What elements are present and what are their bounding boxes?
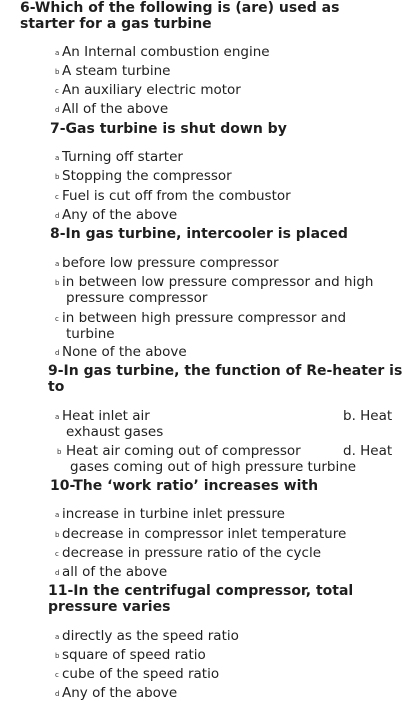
option-text: An auxiliary electric motor — [62, 82, 241, 98]
option-text: Turning off starter — [62, 149, 183, 165]
option-marker: b — [55, 652, 60, 660]
option-text: Stopping the compressor — [62, 168, 232, 184]
option-marker: d — [55, 569, 60, 577]
option-marker: b — [57, 448, 62, 456]
option-text: Heat inlet air — [62, 408, 150, 424]
option-marker: a — [55, 413, 60, 421]
option-b-fragment: b. Heat — [343, 408, 393, 424]
option-text: directly as the speed ratio — [62, 628, 239, 644]
option-text: An Internal combustion engine — [62, 44, 270, 60]
option-text: Heat air coming out of compressor — [66, 443, 301, 459]
question-11-title-line-1: 11-In the centrifugal compressor, total — [48, 583, 354, 599]
option-text: A steam turbine — [62, 63, 171, 79]
option-marker: c — [55, 671, 59, 679]
option-marker: c — [55, 550, 59, 558]
option-marker: a — [55, 633, 60, 641]
option-text: Any of the above — [62, 207, 178, 223]
option-marker: b — [55, 279, 60, 287]
option-marker: d — [55, 349, 60, 357]
option-text: Fuel is cut off from the combustor — [62, 188, 291, 204]
option-d-fragment: d. Heat — [343, 443, 393, 459]
option-marker: b — [55, 531, 60, 539]
option-text: Any of the above — [62, 685, 178, 701]
option-marker: c — [55, 87, 59, 95]
option-text: square of speed ratio — [62, 647, 206, 663]
question-9-title-line-1: 9-In gas turbine, the function of Re-heater is — [48, 363, 403, 379]
option-text: in between low pressure compressor and high — [62, 274, 374, 290]
option-marker: d — [55, 106, 60, 114]
option-marker: d — [55, 690, 60, 698]
question-10-title: 10-The ‘work ratio’ increases with — [50, 478, 319, 494]
option-text: increase in turbine inlet pressure — [62, 506, 285, 522]
question-7-title: 7-Gas turbine is shut down by — [50, 121, 287, 137]
option-text: cube of the speed ratio — [62, 666, 220, 682]
question-8-title: 8-In gas turbine, intercooler is placed — [50, 226, 348, 242]
option-text: None of the above — [62, 344, 187, 360]
option-marker: b — [55, 68, 60, 76]
option-marker: a — [55, 260, 60, 268]
option-text: All of the above — [62, 101, 169, 117]
option-marker: d — [55, 212, 60, 220]
option-marker: c — [55, 193, 59, 201]
option-text: decrease in pressure ratio of the cycle — [62, 545, 322, 561]
option-marker: a — [55, 511, 60, 519]
option-text-continued: gases coming out of high pressure turbine — [70, 459, 357, 475]
option-text-continued: exhaust gases — [66, 424, 164, 440]
option-text: in between high pressure compressor and — [62, 310, 347, 326]
option-marker: c — [55, 315, 59, 323]
option-marker: b — [55, 173, 60, 181]
question-11-title-line-2: pressure varies — [48, 599, 171, 615]
question-9-title-line-2: to — [48, 379, 65, 395]
question-6-title-line-2: starter for a gas turbine — [20, 16, 212, 32]
option-text: all of the above — [62, 564, 168, 580]
option-text: before low pressure compressor — [62, 255, 279, 271]
option-marker: a — [55, 154, 60, 162]
option-text: decrease in compressor inlet temperature — [62, 526, 347, 542]
option-marker: a — [55, 49, 60, 57]
option-text-continued: pressure compressor — [66, 290, 208, 306]
option-text-continued: turbine — [66, 326, 115, 342]
question-6-title-line-1: 6-Which of the following is (are) used as — [20, 0, 340, 16]
